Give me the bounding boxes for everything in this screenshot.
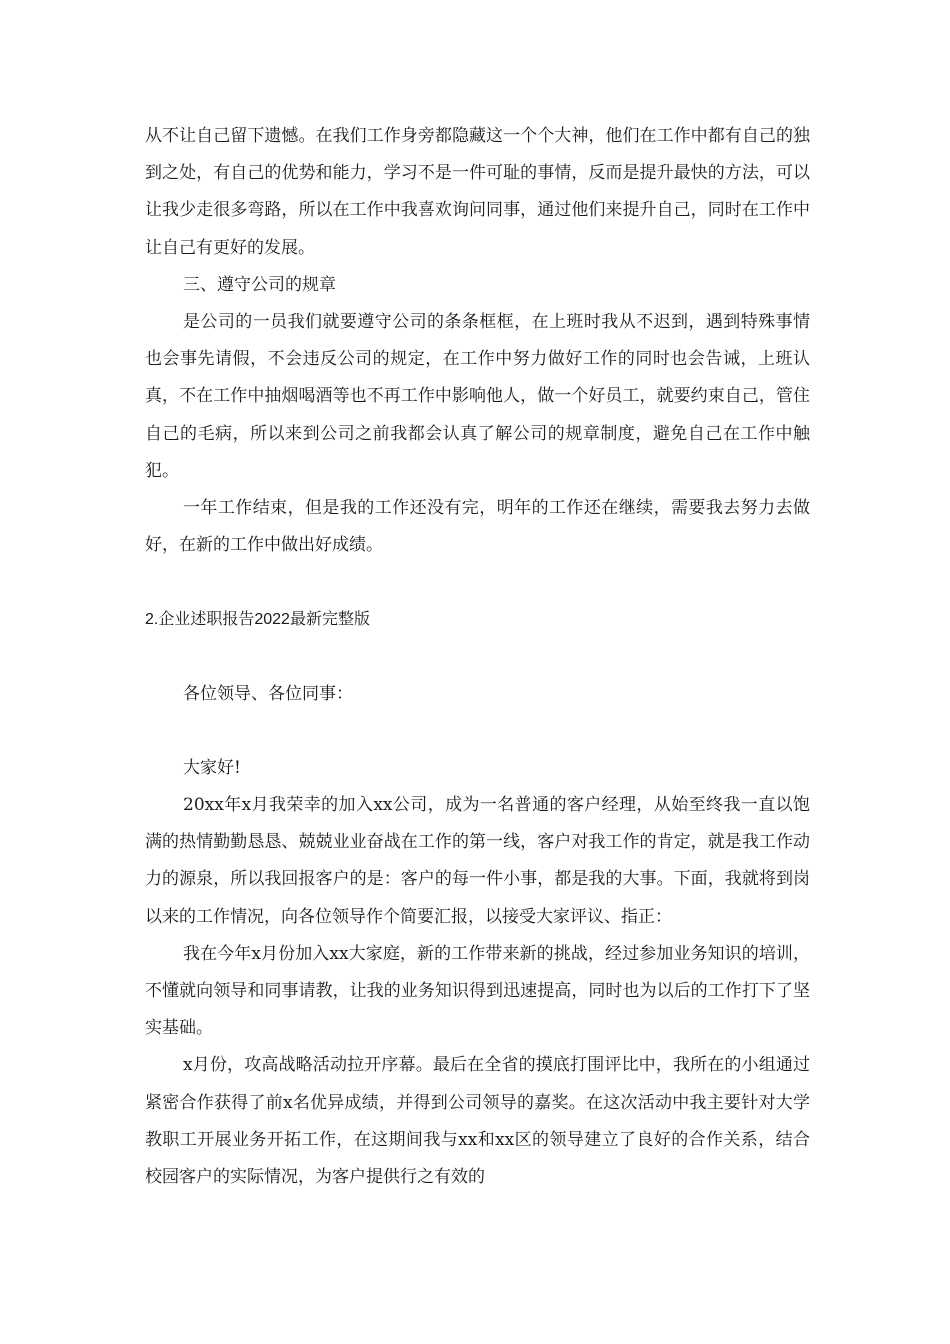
section-title: 2.企业述职报告2022最新完整版 bbox=[145, 611, 370, 629]
paragraph-training: 我在今年x月份加入xx大家庭，新的工作带来新的挑战，经过参加业务知识的培训，不懂就向领导和同事请教，让我的业务知识得到迅速提高，同时也为以后的工作打下了坚实基础。 bbox=[145, 943, 810, 1039]
salutation: 各位领导、各位同事： bbox=[183, 683, 353, 704]
paragraph-campaign: x月份，攻高战略活动拉开序幕。最后在全省的摸底打围评比中，我所在的小组通过紧密合作获得了前x名优异成绩，并得到公司领导的嘉奖。在这次活动中我主要针对大学教职工开展业务开拓工作，在这期间我与xx和xx区的领导建立了良好的合作关系，结合校园客户的实际情况，为客户提供行之有效的 bbox=[145, 1055, 810, 1188]
paragraph-rules: 是公司的一员我们就要遵守公司的条条框框，在上班时我从不迟到，遇到特殊事情也会事先请假，不会违反公司的规定，在工作中努力做好工作的同时也会告诫，上班认真，不在工作中抽烟喝酒等也不再工作中影响他人，做一个好员工，就要约束自己，管住自己的毛病，所以来到公司之前我都会认真了解公司的规章制度，避免自己在工作中触犯。 bbox=[145, 312, 810, 481]
paragraph-continuation: 从不让自己留下遗憾。在我们工作身旁都隐藏这一个个大神，他们在工作中都有自己的独到之处，有自己的优势和能力，学习不是一件可耻的事情，反而是提升最快的方法，可以让我少走很多弯路，所以在工作中我喜欢询问同事，通过他们来提升自己，同时在工作中让自己有更好的发展。 bbox=[145, 126, 810, 258]
document-body bbox=[145, 118, 810, 1196]
paragraph-intro: 20xx年x月我荣幸的加入xx公司，成为一名普通的客户经理，从始至终我一直以饱满的热情勤勤恳恳、兢兢业业奋战在工作的第一线，客户对我工作的肯定，就是我工作动力的源泉，所以我回报客户的是：客户的每一件小事，都是我的大事。下面，我就将到岗以来的工作情况，向各位领导作个简要汇报，以接受大家评议、指正： bbox=[145, 795, 810, 927]
subheading-rules: 三、遵守公司的规章 bbox=[183, 274, 336, 295]
paragraph-conclusion: 一年工作结束，但是我的工作还没有完，明年的工作还在继续，需要我去努力去做好，在新的工作中做出好成绩。 bbox=[145, 498, 810, 556]
greeting: 大家好! bbox=[183, 757, 241, 778]
